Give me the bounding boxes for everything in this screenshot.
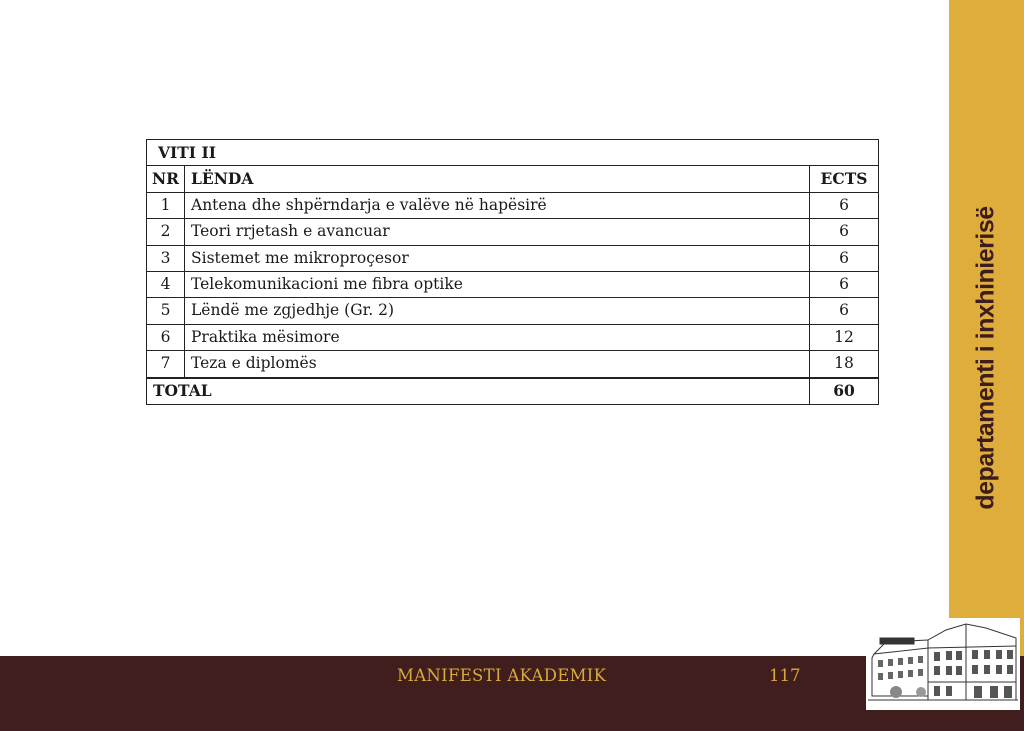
total-value: 60 <box>810 378 879 405</box>
table-row <box>147 298 879 324</box>
row-ects: 6 <box>810 219 879 245</box>
row-nr: 2 <box>147 219 185 245</box>
row-nr: 6 <box>147 324 185 350</box>
row-name: Praktika mësimore <box>185 324 810 350</box>
row-ects: 6 <box>810 298 879 324</box>
row-nr: 1 <box>147 192 185 218</box>
department-title: departamenti i inxhinierisë <box>971 206 1000 510</box>
row-ects: 6 <box>810 192 879 218</box>
row-name: Teza e diplomës <box>185 351 810 378</box>
ects-table <box>146 139 879 405</box>
row-ects: 6 <box>810 245 879 271</box>
row-nr: 5 <box>147 298 185 324</box>
table-row <box>147 192 879 218</box>
row-nr: 7 <box>147 351 185 378</box>
row-ects: 12 <box>810 324 879 350</box>
total-label: TOTAL <box>147 378 810 405</box>
table-row <box>147 219 879 245</box>
page-number: 117 <box>769 666 801 685</box>
table-row <box>147 324 879 350</box>
building-illustration <box>866 618 1020 710</box>
table-header-row <box>147 166 879 192</box>
row-name: Teori rrjetash e avancuar <box>185 219 810 245</box>
building-icon <box>866 618 1020 710</box>
row-name: Telekomunikacioni me fibra optike <box>185 271 810 297</box>
table-row <box>147 271 879 297</box>
row-ects: 6 <box>810 271 879 297</box>
row-ects: 18 <box>810 351 879 378</box>
table-total-row <box>147 378 879 405</box>
footer-title: MANIFESTI AKADEMIK <box>397 666 607 685</box>
table-row <box>147 245 879 271</box>
table-title: VITI II <box>147 140 879 166</box>
row-name: Antena dhe shpërndarja e valëve në hapësirë <box>185 192 810 218</box>
table-title-row <box>147 140 879 166</box>
header-name: LËNDA <box>185 166 810 192</box>
row-name: Sistemet me mikroproçesor <box>185 245 810 271</box>
table-row <box>147 351 879 378</box>
header-nr: NR <box>147 166 185 192</box>
row-name: Lëndë me zgjedhje (Gr. 2) <box>185 298 810 324</box>
header-ects: ECTS <box>810 166 879 192</box>
row-nr: 3 <box>147 245 185 271</box>
row-nr: 4 <box>147 271 185 297</box>
